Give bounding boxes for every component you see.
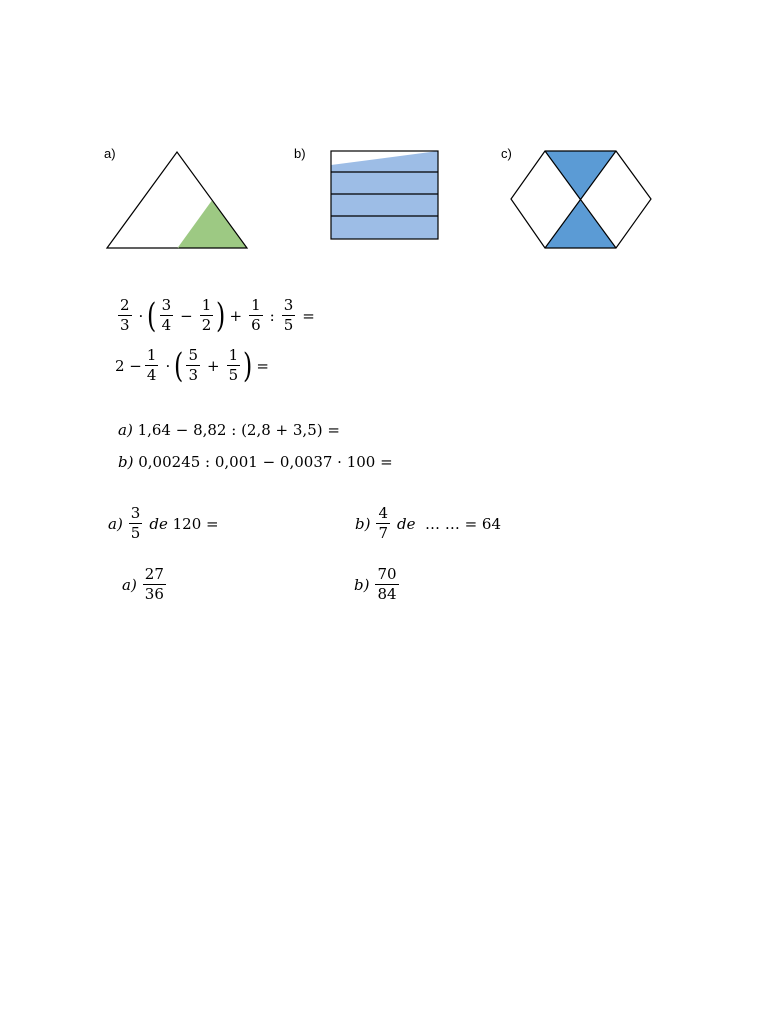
simplify-b: b) $\frac{70}{84}$ <box>354 565 397 603</box>
simplify-a: a) $\frac{27}{36}$ <box>122 565 164 603</box>
fraction-of-b: b) $\frac{4}{7}$ de … … = 64 <box>355 504 502 542</box>
fraction: $\frac{3}{5}$ <box>130 504 141 542</box>
fraction: $\frac{3}{4}$ <box>161 296 172 334</box>
fraction: $\frac{1}{4}$ <box>146 346 157 384</box>
decimal-expression-b: b) 0,00245 : 0,001 − 0,0037 · 100 = <box>118 453 393 471</box>
figure-c-shaded-top <box>545 151 616 200</box>
fraction: $\frac{3}{5}$ <box>283 296 294 334</box>
expression-1: $\frac{2}{3}$ · ( $\frac{3}{4}$ − $\frac{1}{2}$ ) + $\frac{1}{6}$ : $\frac{3}{5}$ = <box>120 295 315 336</box>
fraction: $\frac{1}{5}$ <box>228 346 239 384</box>
fraction: $\frac{27}{36}$ <box>144 565 164 603</box>
fraction-of-a: a) $\frac{3}{5}$ de 120 = <box>108 504 219 542</box>
figure-c-label: c) <box>501 146 512 161</box>
fraction: $\frac{4}{7}$ <box>378 504 389 542</box>
decimal-expression-a: a) 1,64 − 8,82 : (2,8 + 3,5) = <box>118 421 340 439</box>
expression-2: 2 − $\frac{1}{4}$ · ( $\frac{5}{3}$ + $\frac{1}{5}$ ) = <box>115 345 269 386</box>
fraction: $\frac{1}{2}$ <box>201 296 212 334</box>
fraction: $\frac{1}{6}$ <box>251 296 261 334</box>
figure-c-shaded-bottom <box>545 200 616 248</box>
figure-a-label: a) <box>104 146 116 161</box>
fraction: $\frac{2}{3}$ <box>120 296 130 334</box>
fraction: $\frac{70}{84}$ <box>377 565 397 603</box>
figure-b-label: b) <box>294 146 306 161</box>
fraction: $\frac{5}{3}$ <box>188 346 199 384</box>
